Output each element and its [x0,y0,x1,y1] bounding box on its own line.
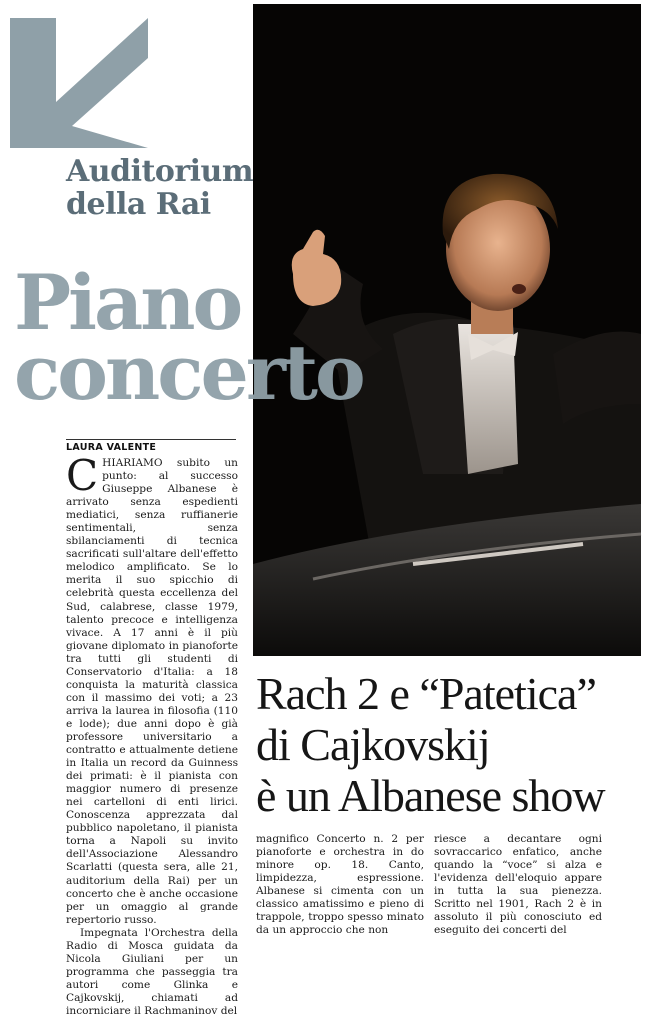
article-title [256,668,636,821]
drop-cap: C [66,451,99,500]
article-column-2 [256,833,424,937]
column-3-text: riesce a decantare ogni sovraccarico enfatico, anche quando la “voce” si alza e l'evidenza dell'eloquio appare in tutta la sua pienezza. Scritto nel 1901, Rach 2 è in assoluto il più conosciuto ed eseguito dei concerti del [434,833,602,937]
headline-line-2: concerto [14,328,363,417]
section-heading [66,155,253,221]
headline-line-1: Piano [14,258,241,347]
column-2-text: magnifico Concerto n. 2 per pianoforte e orchestra in do minore op. 18. Canto, limpidezza, espressione. Albanese si cimenta con un classico amatissimo e pieno di trappole, troppo spesso minato da un approccio che non [256,833,424,937]
title-line-2: di Cajkovskij [256,719,490,770]
title-line-1: Rach 2 e “Patetica” [256,668,596,719]
paragraph-1-text: HIARIAMO subito un punto: al successo Giuseppe Albanese è arrivato senza espedienti mediatici, senza ruffianerie sentimentali, senza sbilanciamenti di tecnica sacrificati sull'altare dell'effetto melodico amplificato. Se lo merita il suo spicchio di celebrità questa eccellenza del Sud, calabrese, classe 1979, talento precoce e intelligenza vivace. A 17 anni è il più giovane diplomato in pianoforte tra tutti gli studenti di Conservatorio d'Italia: a 18 conquista la maturità classica con il massimo dei voti; a 23 arriva la laurea in filosofia (110 e lode); due anni dopo è già professore universitario a contratto e attualmente detiene in Italia un record da Guinness dei primati: è il pianista con maggior numero di presenze nei cartelloni di enti lirici. Conoscenza apprezzata dal pubblico napoletano, il pianista torna a Napoli su invito dell'Associazione Alessandro Scarlatti (questa sera, alle 21, auditorium della Rai) per un concerto che è anche occasione per un omaggio al grande repertorio russo. [66,457,238,926]
section-line-1: Auditorium [66,154,254,189]
paragraph-2: Impegnata l'Orchestra della Radio di Mosca guidata da Nicola Giuliani per un programma che passeggia tra autori come Glinka e Cajkovskij, chiamati ad incorniciare il Rachmaninov del [66,926,238,1017]
paragraph-1 [66,451,238,927]
arrow-logo-icon [10,18,148,148]
byline: LAURA VALENTE [66,442,157,453]
title-line-3: è un Albanese show [256,770,605,821]
article-column-3 [434,833,602,937]
byline-rule [66,439,236,440]
section-line-2: della Rai [66,187,211,222]
main-headline [14,258,363,417]
article-column-1 [66,451,238,1017]
